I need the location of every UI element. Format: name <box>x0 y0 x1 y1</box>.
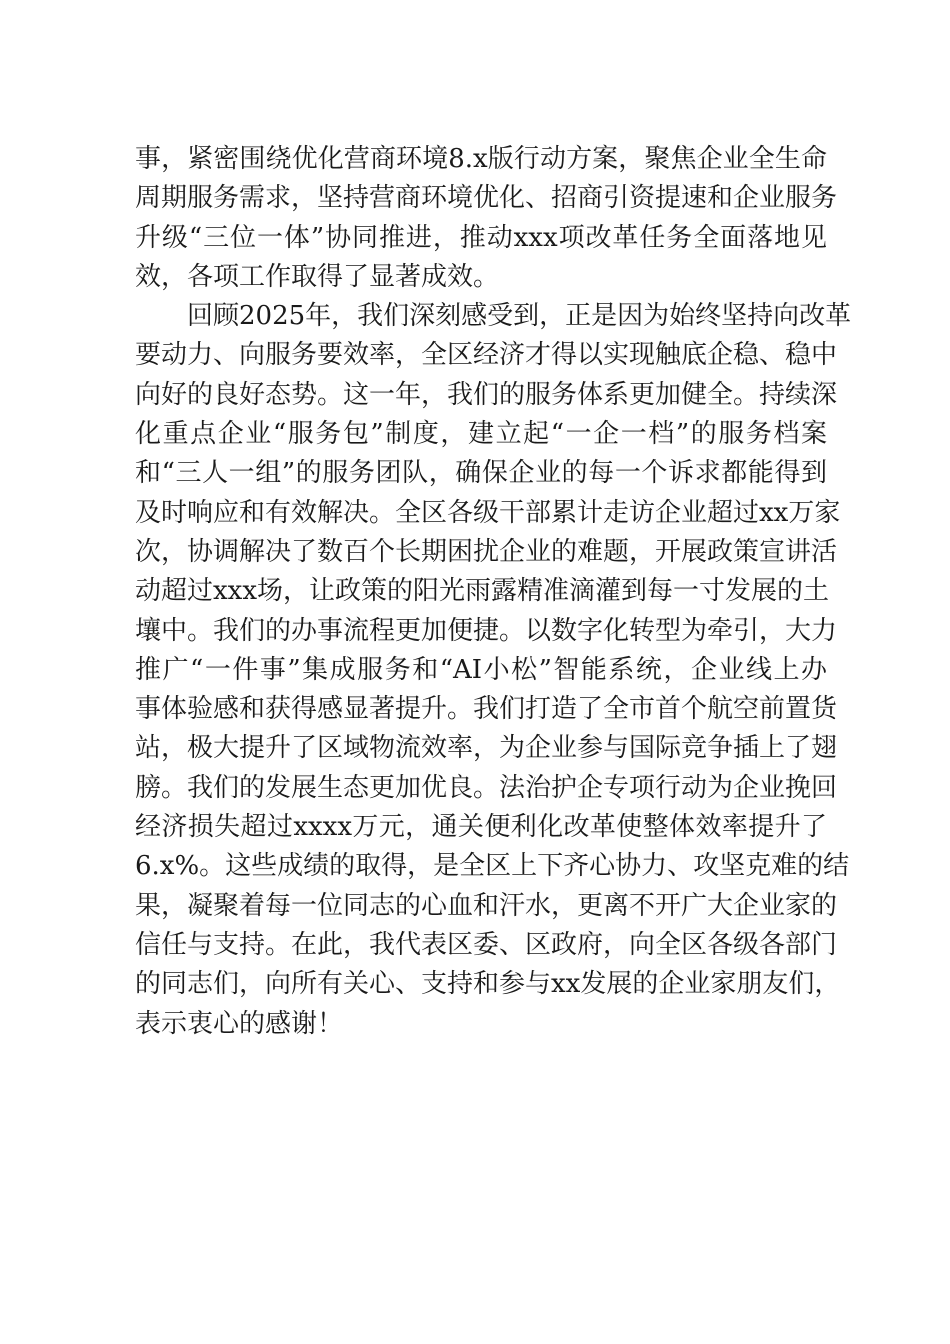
text-line: 事，紧密围绕优化营商环境8.x版行动方案，聚焦企业全生命 <box>135 144 827 174</box>
text-line: 效，各项工作取得了显著成效。 <box>135 261 500 292</box>
text-line: 推广“一件事”集成服务和“AI小松”智能系统，企业线上办 <box>135 654 827 685</box>
text-line: 经济损失超过xxxx万元，通关便利化改革使整体效率提升了 <box>135 812 827 843</box>
text-line: 要动力、向服务要效率，全区经济才得以实现触底企稳、稳中 <box>135 340 838 371</box>
text-line: 6.x%。这些成绩的取得，是全区上下齐心协力、攻坚克难的结 <box>135 851 850 882</box>
text-line: 周期服务需求，坚持营商环境优化、招商引资提速和企业服务 <box>135 183 838 214</box>
text-line: 升级“三位一体”协同推进，推动xxx项改革任务全面落地见 <box>135 222 827 253</box>
document-body <box>135 140 852 1044</box>
paragraph-review-2025 <box>135 297 852 1044</box>
text-line: 化重点企业“服务包”制度，建立起“一企一档”的服务档案 <box>135 419 827 450</box>
text-line: 回顾2025年，我们深刻感受到，正是因为始终坚持向改革 <box>135 301 852 332</box>
paragraph-continuation <box>135 140 838 297</box>
text-line: 事体验感和获得感显著提升。我们打造了全市首个航空前置货 <box>135 694 838 725</box>
text-line: 的同志们，向所有关心、支持和参与xx发展的企业家朋友们， <box>135 969 841 1000</box>
text-line: 次，协调解决了数百个长期困扰企业的难题，开展政策宣讲活 <box>135 536 838 567</box>
text-line: 和“三人一组”的服务团队，确保企业的每一个诉求都能得到 <box>135 458 827 489</box>
text-line: 果，凝聚着每一位同志的心血和汗水，更离不开广大企业家的 <box>135 890 838 921</box>
text-line: 向好的良好态势。这一年，我们的服务体系更加健全。持续深 <box>135 379 838 410</box>
text-line: 及时响应和有效解决。全区各级干部累计走访企业超过xx万家 <box>135 497 841 528</box>
text-line: 壤中。我们的办事流程更加便捷。以数字化转型为牵引，大力 <box>135 615 838 646</box>
text-line: 膀。我们的发展生态更加优良。法治护企专项行动为企业挽回 <box>135 772 838 803</box>
text-line: 信任与支持。在此，我代表区委、区政府，向全区各级各部门 <box>135 929 838 960</box>
text-line: 动超过xxx场，让政策的阳光雨露精准滴灌到每一寸发展的土 <box>135 576 829 607</box>
text-line: 表示衷心的感谢！ <box>135 1008 344 1039</box>
text-line: 站，极大提升了区域物流效率，为企业参与国际竞争插上了翅 <box>135 733 838 764</box>
